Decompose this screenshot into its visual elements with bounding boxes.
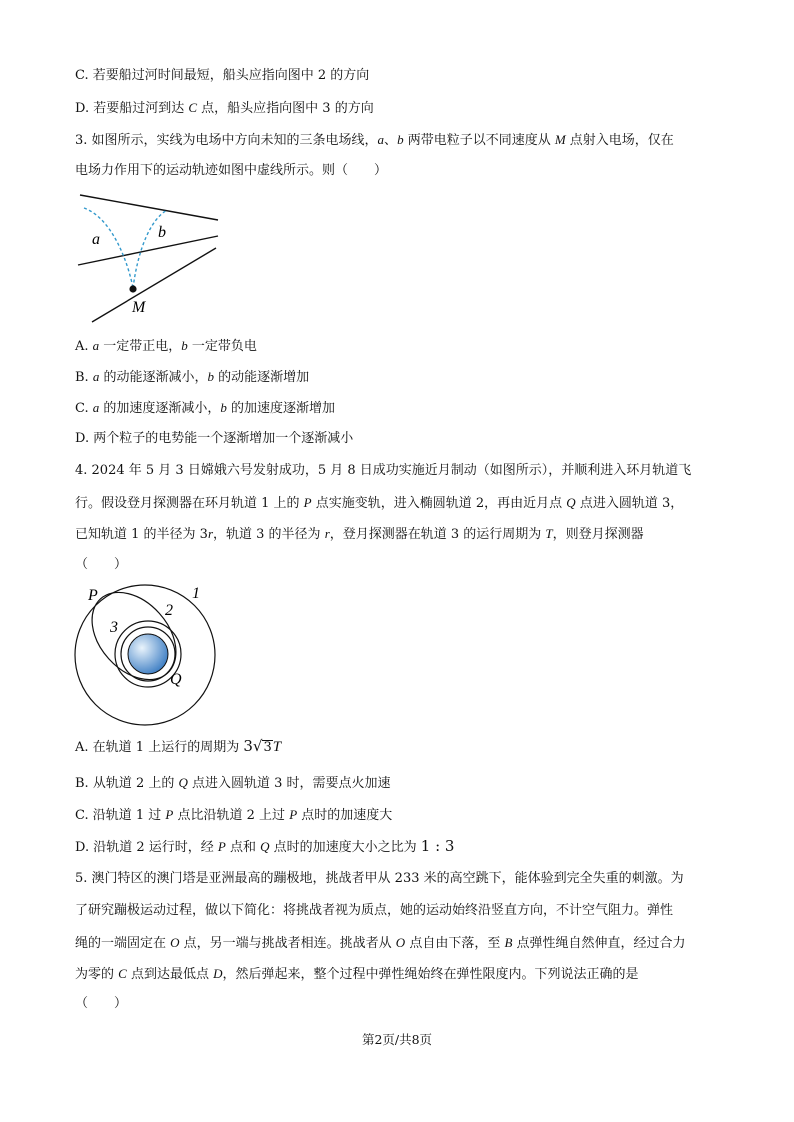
trajectory-a xyxy=(84,208,133,288)
q2-option-c: C. 若要船过河时间最短，船头应指向图中 2 的方向 xyxy=(75,68,370,83)
q3-field-figure xyxy=(70,190,230,330)
q3-option-a: A. a 一定带正电，b 一定带负电 xyxy=(75,338,257,354)
q4-option-b: B. 从轨道 2 上的 Q 点进入圆轨道 3 时，需要点火加速 xyxy=(75,775,391,791)
q4-option-c: C. 沿轨道 1 过 P 点比沿轨道 2 上过 P 点时的加速度大 xyxy=(75,807,393,823)
label-p: P xyxy=(88,587,98,604)
q3-stem-line2: 电场力作用下的运动轨迹如图中虚线所示。则（ ） xyxy=(75,163,388,178)
label-m: M xyxy=(132,299,146,316)
q3-option-c: C. a 的加速度逐渐减小，b 的加速度逐渐增加 xyxy=(75,400,336,416)
trajectory-b xyxy=(133,210,167,288)
moon-icon xyxy=(128,634,168,674)
q4-stem-line4: （ ） xyxy=(75,557,128,572)
field-line-top xyxy=(80,195,218,220)
q3-option-b: B. a 的动能逐渐减小，b 的动能逐渐增加 xyxy=(75,369,310,385)
q4-stem-line2: 行。假设登月探测器在环月轨道 1 上的 P 点实施变轨，进入椭圆轨道 2，再由近月点 Q 点进入圆轨道 3， xyxy=(75,495,684,511)
page-footer: 第2页/共8页 xyxy=(361,1032,433,1047)
field-line-bottom xyxy=(92,248,216,322)
q2-option-d: D. 若要船过河到达 C 点，船头应指向图中 3 的方向 xyxy=(75,100,374,116)
q5-stem-line2: 了研究蹦极运动过程，做以下简化：将挑战者视为质点，她的运动始终沿竖直方向，不计空气阻力。弹性 xyxy=(75,903,674,918)
q3-stem-line1: 3. 如图所示，实线为电场中方向未知的三条电场线，a、b 两带电粒子以不同速度从 M 点射入电场，仅在 xyxy=(75,132,674,148)
q5-stem-line5: （ ） xyxy=(75,996,128,1011)
label-a: a xyxy=(92,231,100,248)
q3-option-d: D. 两个粒子的电势能一个逐渐增加一个逐渐减小 xyxy=(75,431,354,446)
q5-stem-line4: 为零的 C 点到达最低点 D，然后弹起来，整个过程中弹性绳始终在弹性限度内。下列说法正确的是 xyxy=(75,966,639,982)
q4-stem-line3: 已知轨道 1 的半径为 3r，轨道 3 的半径为 r，登月探测器在轨道 3 的运行周期为 T，则登月探测器 xyxy=(75,526,644,542)
q4-option-d: D. 沿轨道 2 运行时，经 P 点和 Q 点时的加速度大小之比为 1 : 3 xyxy=(75,837,455,855)
q5-stem-line1: 5. 澳门特区的澳门塔是亚洲最高的蹦极地，挑战者甲从 233 米的高空跳下，能体验到完全失重的刺激。为 xyxy=(75,871,684,886)
point-m xyxy=(129,285,136,292)
label-orbit-2: 2 xyxy=(165,602,173,619)
label-q: Q xyxy=(170,671,182,688)
label-orbit-3: 3 xyxy=(110,619,118,636)
q5-stem-line3: 绳的一端固定在 O 点，另一端与挑战者相连。挑战者从 O 点自由下落，至 B 点弹性绳自然伸直，经过合力 xyxy=(75,935,686,951)
label-orbit-1: 1 xyxy=(192,585,200,602)
q4-orbit-figure xyxy=(70,580,220,730)
q4-option-a: A. 在轨道 1 上运行的周期为 3√3T xyxy=(75,737,282,755)
label-b: b xyxy=(158,224,166,241)
q4-stem-line1: 4. 2024 年 5 月 3 日嫦娥六号发射成功，5 月 8 日成功实施近月制动（如图所示），并顺利进入环月轨道飞 xyxy=(75,463,692,478)
